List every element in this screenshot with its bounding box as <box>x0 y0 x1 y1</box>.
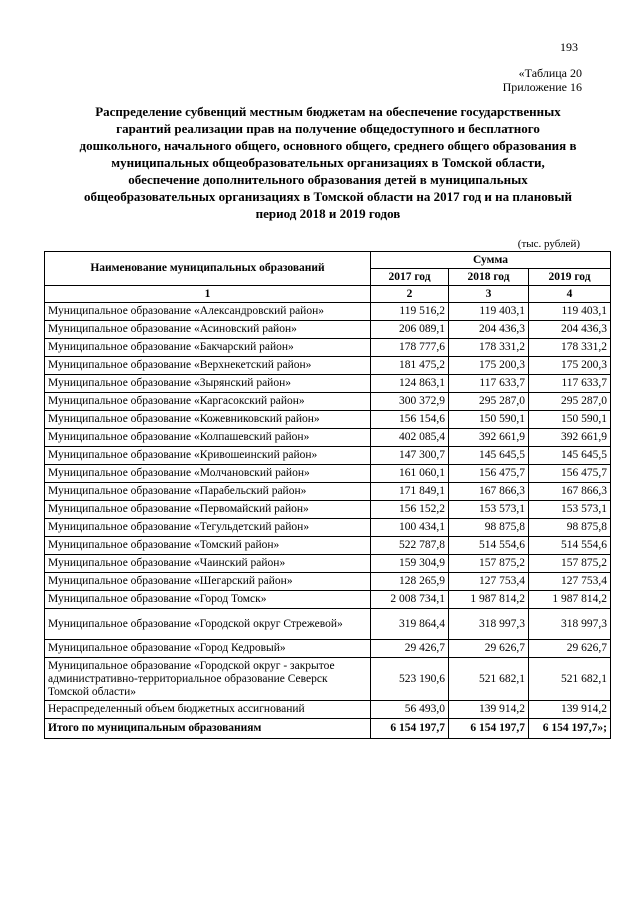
row-2019: 98 875,8 <box>529 519 611 537</box>
row-name: Муниципальное образование «Томский район» <box>45 537 371 555</box>
header-2017: 2017 год <box>371 269 449 286</box>
row-2018: 157 875,2 <box>449 555 529 573</box>
row-2017: 319 864,4 <box>371 609 449 640</box>
row-2017: 159 304,9 <box>371 555 449 573</box>
row-2018: 204 436,3 <box>449 321 529 339</box>
table-row <box>45 411 611 429</box>
row-2017: 300 372,9 <box>371 393 449 411</box>
row-2017: 124 863,1 <box>371 375 449 393</box>
row-2019: 145 645,5 <box>529 447 611 465</box>
row-name: Муниципальное образование «Городской округ Стрежевой» <box>45 609 371 640</box>
row-2018: 318 997,3 <box>449 609 529 640</box>
row-2017: 119 516,2 <box>371 303 449 321</box>
row-2017: 181 475,2 <box>371 357 449 375</box>
row-name: Муниципальное образование «Колпашевский район» <box>45 429 371 447</box>
table-row <box>45 357 611 375</box>
row-2018: 392 661,9 <box>449 429 529 447</box>
row-2018: 1 987 814,2 <box>449 591 529 609</box>
table-row <box>45 465 611 483</box>
row-2019: 514 554,6 <box>529 537 611 555</box>
row-2018: 295 287,0 <box>449 393 529 411</box>
row-2019: 127 753,4 <box>529 573 611 591</box>
row-2019: 156 475,7 <box>529 465 611 483</box>
row-2017: 402 085,4 <box>371 429 449 447</box>
table-row <box>45 555 611 573</box>
row-name: Муниципальное образование «Парабельский район» <box>45 483 371 501</box>
table-row <box>45 447 611 465</box>
row-2017: 128 265,9 <box>371 573 449 591</box>
row-2018: 98 875,8 <box>449 519 529 537</box>
row-2018: 178 331,2 <box>449 339 529 357</box>
row-name: Муниципальное образование «Тегульдетский район» <box>45 519 371 537</box>
annex-label <box>503 66 582 94</box>
document-title: Распределение субвенций местным бюджетам на обеспечение государственных гарантий реализации прав на получение общедоступного и бесплатного дошкольного, начального общего, основного общего, среднего общего образования в муниципальных общеобразовательных организациях в Томской области, обеспечение дополнительного образования детей в муниципальных общеобразовательных организациях в Томской области на 2017 год и на плановый период 2018 и 2019 годов <box>79 104 577 221</box>
row-2019: 119 403,1 <box>529 303 611 321</box>
row-2019: 295 287,0 <box>529 393 611 411</box>
row-2018: 29 626,7 <box>449 640 529 658</box>
appendix-label: Приложение 16 <box>502 80 582 94</box>
row-2018: 156 475,7 <box>449 465 529 483</box>
row-name: Муниципальное образование «Город Томск» <box>45 591 371 609</box>
table-row <box>45 591 611 609</box>
row-name: Муниципальное образование «Александровский район» <box>45 303 371 321</box>
row-2018: 145 645,5 <box>449 447 529 465</box>
row-2019: 139 914,2 <box>529 701 611 719</box>
col-number: 4 <box>529 286 611 303</box>
total-label: Итого по муниципальным образованиям <box>45 719 371 739</box>
row-2019: 204 436,3 <box>529 321 611 339</box>
table-row <box>45 573 611 591</box>
row-2019: 167 866,3 <box>529 483 611 501</box>
row-2017: 156 152,2 <box>371 501 449 519</box>
row-2019: 178 331,2 <box>529 339 611 357</box>
row-2018: 521 682,1 <box>449 658 529 701</box>
row-2019: 157 875,2 <box>529 555 611 573</box>
row-name: Нераспределенный объем бюджетных ассигнований <box>45 701 371 719</box>
header-sum: Сумма <box>371 252 611 269</box>
row-2017: 56 493,0 <box>371 701 449 719</box>
row-2017: 522 787,8 <box>371 537 449 555</box>
row-2019: 29 626,7 <box>529 640 611 658</box>
table-label: «Таблица 20 <box>518 66 582 80</box>
row-name: Муниципальное образование «Первомайский район» <box>45 501 371 519</box>
table-row <box>45 429 611 447</box>
row-2017: 523 190,6 <box>371 658 449 701</box>
col-number: 3 <box>449 286 529 303</box>
table-row <box>45 483 611 501</box>
row-name: Муниципальное образование «Чаинский район» <box>45 555 371 573</box>
row-2017: 206 089,1 <box>371 321 449 339</box>
row-name: Муниципальное образование «Городской округ - закрытое административно-территориальное образование Северск Томской области» <box>45 658 371 701</box>
row-2017: 100 434,1 <box>371 519 449 537</box>
table-row <box>45 640 611 658</box>
total-row <box>45 719 611 739</box>
row-name: Муниципальное образование «Кривошеинский район» <box>45 447 371 465</box>
row-2018: 119 403,1 <box>449 303 529 321</box>
table-row <box>45 321 611 339</box>
subvention-table <box>44 251 611 739</box>
row-2017: 29 426,7 <box>371 640 449 658</box>
row-2019: 1 987 814,2 <box>529 591 611 609</box>
units-label: (тыс. рублей) <box>517 238 580 250</box>
table-row <box>45 393 611 411</box>
row-2019: 153 573,1 <box>529 501 611 519</box>
row-2017: 171 849,1 <box>371 483 449 501</box>
row-2018: 139 914,2 <box>449 701 529 719</box>
header-name-column: Наименование муниципальных образований <box>45 252 371 286</box>
row-2018: 127 753,4 <box>449 573 529 591</box>
col-number: 1 <box>45 286 371 303</box>
col-number: 2 <box>371 286 449 303</box>
row-name: Муниципальное образование «Асиновский район» <box>45 321 371 339</box>
row-name: Муниципальное образование «Шегарский район» <box>45 573 371 591</box>
row-2017: 156 154,6 <box>371 411 449 429</box>
row-2017: 147 300,7 <box>371 447 449 465</box>
row-2019: 521 682,1 <box>529 658 611 701</box>
table-row <box>45 501 611 519</box>
row-2019: 6 154 197,7»; <box>529 719 611 739</box>
row-name: Муниципальное образование «Зырянский район» <box>45 375 371 393</box>
row-2018: 6 154 197,7 <box>449 719 529 739</box>
table-row <box>45 375 611 393</box>
table-row <box>45 658 611 701</box>
row-2018: 153 573,1 <box>449 501 529 519</box>
row-2017: 6 154 197,7 <box>371 719 449 739</box>
row-2017: 161 060,1 <box>371 465 449 483</box>
row-name: Муниципальное образование «Верхнекетский район» <box>45 357 371 375</box>
row-name: Муниципальное образование «Город Кедровый» <box>45 640 371 658</box>
row-2018: 117 633,7 <box>449 375 529 393</box>
page-number: 193 <box>560 40 578 54</box>
row-2019: 117 633,7 <box>529 375 611 393</box>
header-2019: 2019 год <box>529 269 611 286</box>
table-row <box>45 519 611 537</box>
row-2019: 318 997,3 <box>529 609 611 640</box>
row-2017: 178 777,6 <box>371 339 449 357</box>
row-2019: 150 590,1 <box>529 411 611 429</box>
row-name: Муниципальное образование «Бакчарский район» <box>45 339 371 357</box>
row-2018: 514 554,6 <box>449 537 529 555</box>
table-row <box>45 609 611 640</box>
row-name: Муниципальное образование «Каргасокский район» <box>45 393 371 411</box>
table-row <box>45 339 611 357</box>
row-name: Муниципальное образование «Молчановский район» <box>45 465 371 483</box>
row-2018: 167 866,3 <box>449 483 529 501</box>
row-2018: 175 200,3 <box>449 357 529 375</box>
row-2018: 150 590,1 <box>449 411 529 429</box>
row-2019: 175 200,3 <box>529 357 611 375</box>
header-2018: 2018 год <box>449 269 529 286</box>
table-row <box>45 537 611 555</box>
row-name: Муниципальное образование «Кожевниковский район» <box>45 411 371 429</box>
row-2019: 392 661,9 <box>529 429 611 447</box>
row-2017: 2 008 734,1 <box>371 591 449 609</box>
table-row <box>45 303 611 321</box>
table-row <box>45 701 611 719</box>
